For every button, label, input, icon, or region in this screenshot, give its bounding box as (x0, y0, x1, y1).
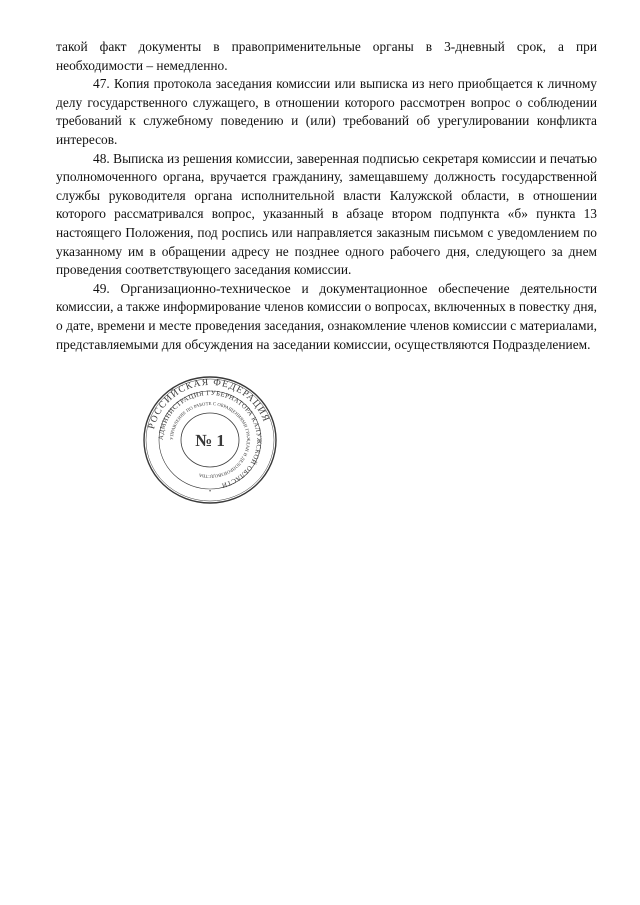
seal-outer-text: РОССИЙСКАЯ ФЕДЕРАЦИЯ (147, 377, 271, 431)
seal-bottom-dot: • (208, 489, 212, 495)
paragraph-continuation: такой факт документы в правоприменительные органы в 3-дневный срок, а при необходимости – немедленно. (56, 39, 597, 73)
document-body (56, 38, 597, 354)
seal-center-text: № 1 (195, 431, 225, 450)
paragraph-49: 49. Организационно-техническое и документационное обеспечение деятельности комиссии, а также информирование членов комиссии о вопросах, включенных в повестку дня, о дате, времени и месте проведения заседания, ознакомление членов комиссии с материалами, представляемыми для обсуждения на заседании комиссии, осуществляются Подразделением. (56, 280, 597, 352)
paragraph-47: 47. Копия протокола заседания комиссии или выписка из него приобщается к личному делу государственного служащего, в отношении которого рассмотрен вопрос о соблюдении требований к служебному поведению и (или) требований об урегулировании конфликта интересов. (56, 76, 597, 147)
seal-graphic (142, 375, 278, 505)
official-seal (142, 375, 278, 505)
paragraph-48: 48. Выписка из решения комиссии, заверенная подписью секретаря комиссии и печатью уполномоченного органа, вручается гражданину, замещавшему должность государственной службы руководителя органа исполнительной власти Калужской области, в отношении которого рассматривался вопрос, указанный в абзаце втором подпункта «б» пункта 13 настоящего Положения, под роспись или направляется заказным письмом с уведомлением по указанному им в обращении адресу не позднее одного рабочего дня, следующего за днем проведения соответствующего заседания комиссии. (56, 150, 597, 278)
seal-inner-text: УПРАВЛЕНИЕ ПО РАБОТЕ С ОБРАЩЕНИЯМИ ГРАЖДАН И ДЕЛОПРОИЗВОДСТВА (168, 400, 252, 480)
seal-middle-text: АДМИНИСТРАЦИЯ ГУБЕРНАТОРА КАЛУЖСКОЙ ОБЛАСТИ (157, 389, 263, 489)
